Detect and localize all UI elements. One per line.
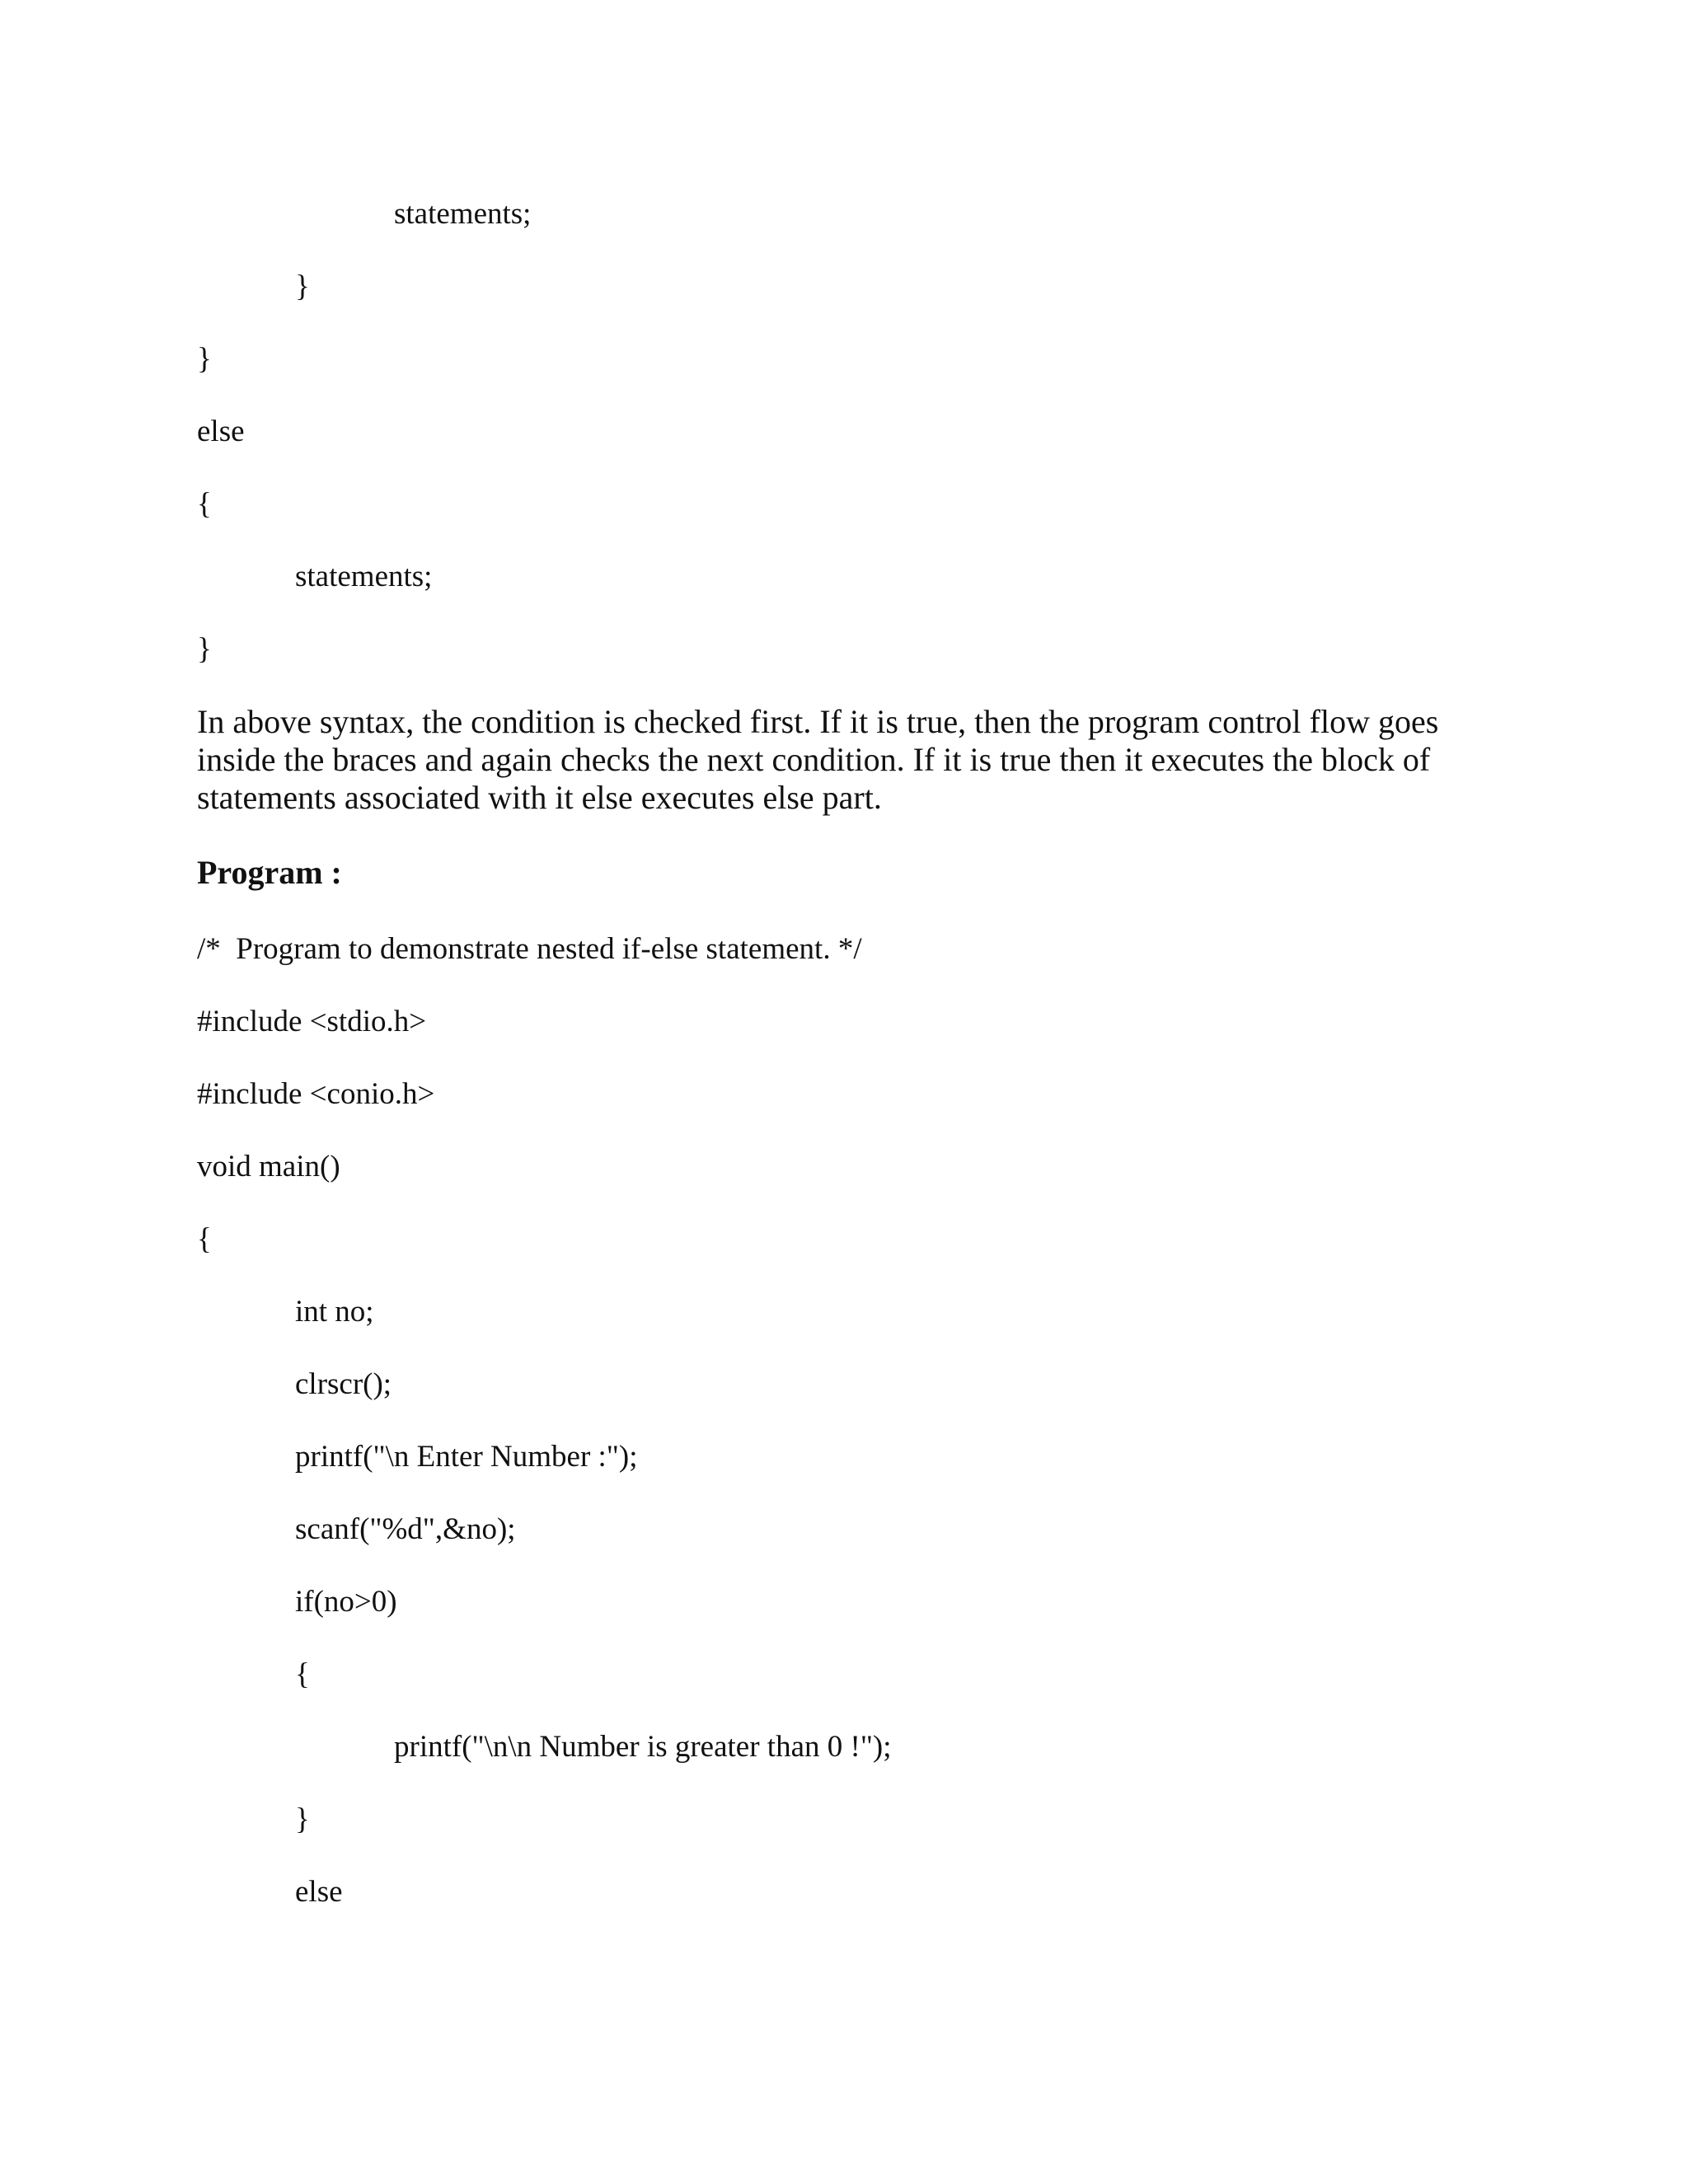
code-line: {	[197, 1222, 212, 1256]
code-line: clrscr();	[295, 1367, 392, 1401]
syntax-line: {	[197, 487, 212, 521]
code-line: printf("\n Enter Number :");	[295, 1440, 638, 1474]
syntax-line: else	[197, 415, 245, 448]
explanation-paragraph: In above syntax, the condition is checked first. If it is true, then the program control flow goes inside the braces and again checks the next condition. If it is true then it executes the block of statements associated with it else executes else part.	[197, 703, 1439, 816]
code-line: scanf("%d",&no);	[295, 1512, 516, 1546]
code-line: else	[295, 1875, 343, 1909]
syntax-line: statements;	[394, 197, 532, 231]
program-heading: Program :	[197, 854, 342, 891]
syntax-line: }	[295, 269, 310, 303]
syntax-line: }	[197, 342, 212, 376]
code-line: void main()	[197, 1150, 340, 1183]
syntax-line: }	[197, 632, 212, 666]
code-line: #include <stdio.h>	[197, 1005, 427, 1038]
code-line: #include <conio.h>	[197, 1077, 435, 1111]
code-line: }	[295, 1802, 310, 1836]
code-line: printf("\n\n Number is greater than 0 !");	[394, 1730, 892, 1764]
code-line: int no;	[295, 1295, 374, 1329]
syntax-line: statements;	[295, 560, 433, 593]
code-comment: /* Program to demonstrate nested if-else statement. */	[197, 932, 862, 966]
code-line: if(no>0)	[295, 1585, 397, 1619]
code-line: {	[295, 1657, 310, 1691]
